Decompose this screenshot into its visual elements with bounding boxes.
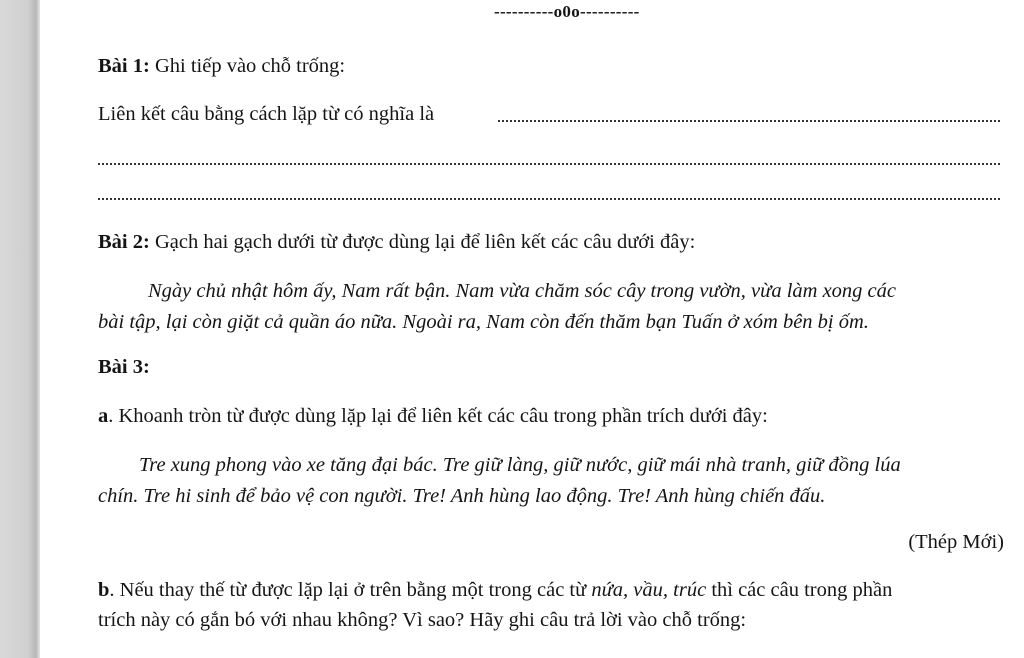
worksheet-page: [40, 0, 1024, 658]
answer-blank-2[interactable]: [98, 163, 1000, 165]
bai2-instruction: Gạch hai gạch dưới từ được dùng lại để liên kết các câu dưới đây:: [154, 231, 696, 253]
bai1-prompt: Liên kết câu bằng cách lặp từ có nghĩa là: [98, 103, 435, 125]
bai3-part-a: [98, 404, 768, 428]
separator: ----------o0o----------: [494, 2, 640, 21]
bai3-label: Bài 3:: [98, 356, 150, 378]
page-gutter: [0, 0, 40, 658]
part-b-text-start: . Nếu thay thế từ được lặp lại ở trên bằng một trong các từ: [109, 579, 592, 601]
attribution: (Thép Mới): [908, 531, 1004, 553]
part-a-label: a: [98, 405, 109, 427]
answer-blank-3[interactable]: [98, 198, 1000, 200]
bai2-label: Bài 2:: [98, 231, 150, 253]
answer-blank-1[interactable]: [498, 120, 1000, 122]
bai3-part-b-line2: trích này có gắn bó với nhau không? Vì sao? Hãy ghi câu trả lời vào chỗ trống:: [98, 609, 747, 631]
bai2-passage-line2: bài tập, lại còn giặt cả quần áo nữa. Ngoài ra, Nam còn đến thăm bạn Tuấn ở xóm bên bị ốm.: [98, 311, 869, 333]
part-b-words: nứa, vầu, trúc: [591, 579, 707, 601]
bai3-passage-line1: Tre xung phong vào xe tăng đại bác. Tre giữ làng, giữ nước, giữ mái nhà tranh, giữ đồng lúa: [139, 454, 901, 476]
part-a-text: . Khoanh tròn từ được dùng lặp lại để liên kết các câu trong phần trích dưới đây:: [108, 405, 768, 427]
bai1-label: Bài 1:: [98, 55, 150, 77]
bai2-passage-line1: Ngày chủ nhật hôm ấy, Nam rất bận. Nam vừa chăm sóc cây trong vườn, vừa làm xong các: [148, 280, 897, 302]
bai1-heading: [98, 54, 345, 78]
bai1-instruction: Ghi tiếp vào chỗ trống:: [154, 55, 346, 77]
bai3-passage-line2: chín. Tre hi sinh để bảo vệ con người. Tre! Anh hùng lao động. Tre! Anh hùng chiến đấu.: [98, 485, 826, 507]
part-b-text-end: thì các câu trong phần: [706, 579, 893, 601]
part-b-label: b: [98, 579, 110, 601]
bai2-heading: [98, 230, 695, 254]
bai3-part-b-line1: [98, 578, 892, 602]
